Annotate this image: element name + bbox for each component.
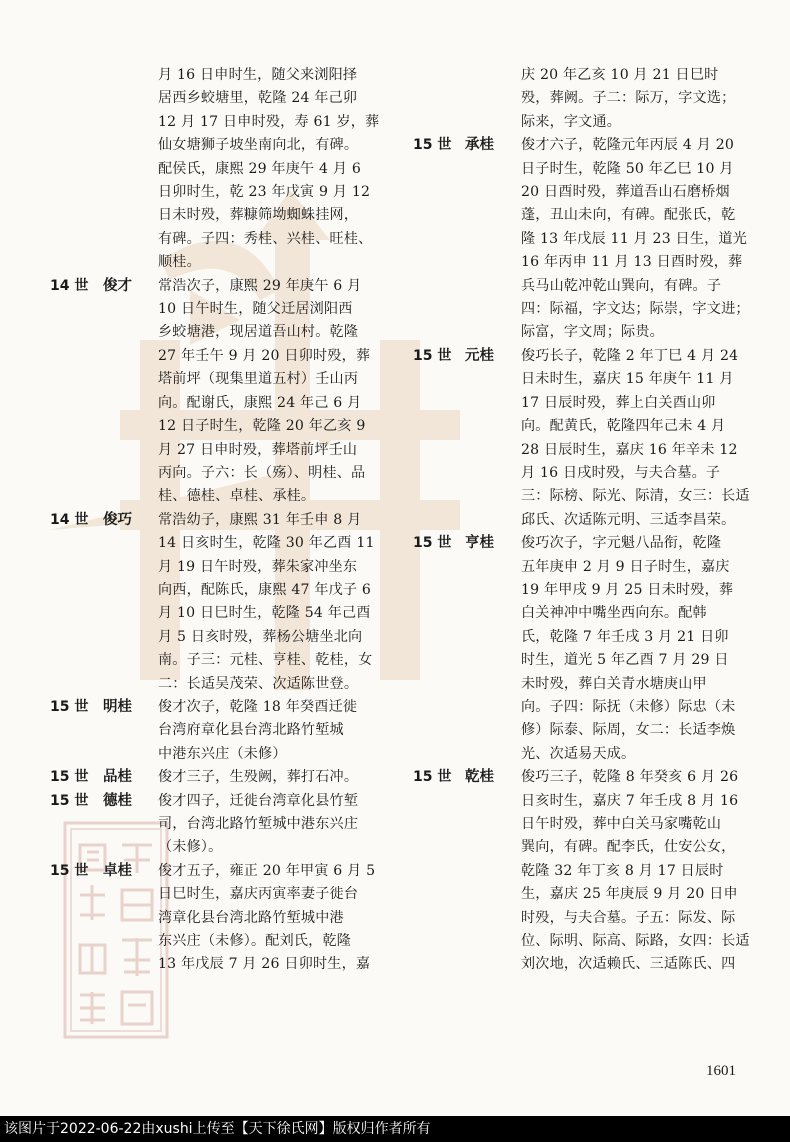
generation-label: 14 世	[50, 511, 89, 528]
text-line: 修）际泰、际周，女二：长适李焕	[521, 722, 736, 739]
text-line: （未修）。	[158, 839, 223, 856]
genealogy-entry	[50, 766, 390, 789]
text-line: 桂、德桂、卓桂、承桂。	[158, 488, 316, 505]
person-name: 乾桂	[465, 769, 494, 786]
text-line: 蓬，丑山未向，有碑。配张氏，乾	[521, 207, 736, 224]
text-line: 邱氏、次适陈元明、三适李昌荣。	[521, 511, 736, 528]
entry-text	[158, 64, 390, 275]
text-line: 乡蛟塘港，现居道吾山村。乾隆	[158, 324, 359, 341]
entry-text	[158, 766, 390, 789]
person-name: 俊才	[103, 277, 132, 294]
person-name: 明桂	[103, 698, 132, 715]
entry-text	[158, 860, 390, 977]
text-line: 月 16 日戌时殁，与夫合墓。子	[521, 464, 721, 481]
text-line: 际富，字文周；际贵。	[521, 324, 664, 341]
generation-label: 15 世	[50, 792, 89, 809]
text-line: 20 日酉时殁，葬道吾山石磨桥烟	[521, 184, 730, 201]
genealogy-entry	[50, 790, 390, 860]
generation-label: 15 世	[413, 535, 452, 552]
text-line: 俊才三子，生殁阙，葬打石冲。	[158, 769, 359, 786]
text-line: 月 27 日申时殁，葬塔前坪壬山	[158, 441, 358, 458]
person-name: 德桂	[103, 792, 132, 809]
text-line: 顺桂。	[158, 254, 201, 271]
page-number: 1601	[706, 1063, 736, 1079]
text-line: 向西，配陈氏，康熙 47 年戊子 6	[158, 581, 372, 598]
generation-label: 14 世	[50, 277, 89, 294]
text-line: 丙向。子六：长（殇）、明桂、品	[158, 464, 366, 481]
person-name: 卓桂	[103, 862, 132, 879]
entry-text	[521, 766, 763, 977]
text-line: 日亥时生，嘉庆 7 年壬戌 8 月 16	[521, 792, 739, 809]
genealogy-entry	[413, 766, 763, 977]
text-line: 隆 13 年戊辰 11 月 23 日生，道光	[521, 230, 748, 247]
person-name: 元桂	[465, 347, 494, 364]
text-line: 向。配黄氏，乾隆四年己未 4 月	[521, 418, 726, 435]
text-line: 氏，乾隆 7 年壬戌 3 月 21 日卯	[521, 628, 729, 645]
entry-text	[521, 345, 763, 532]
entry-text	[158, 509, 390, 696]
text-line: 常浩幼子，康熙 31 年壬申 8 月	[158, 511, 362, 528]
text-line: 时殁，与夫合墓。子五：际发、际	[521, 909, 736, 926]
text-line: 际来，字文通。	[521, 113, 622, 130]
right-column	[413, 64, 763, 977]
text-line: 14 日亥时生，乾隆 30 年乙酉 11	[158, 535, 375, 552]
text-line: 二：长适吴茂荣、次适陈世登。	[158, 675, 359, 692]
generation-label: 15 世	[50, 862, 89, 879]
text-line: 俊才次子，乾隆 18 年癸酉迁徙	[158, 698, 358, 715]
generation-label: 15 世	[413, 137, 452, 154]
generation-label: 15 世	[413, 769, 452, 786]
genealogy-entry	[413, 134, 763, 345]
text-line: 庆 20 年乙亥 10 月 21 日巳时	[521, 67, 719, 83]
text-line: 兵马山乾冲乾山巽向，有碑。子	[521, 277, 722, 294]
text-line: 月 10 日巳时生，乾隆 54 年己酉	[158, 605, 371, 622]
genealogy-entry	[413, 345, 763, 532]
text-line: 俊巧次子，字元魁八品衔，乾隆	[521, 535, 722, 552]
text-line: 南。子三：元桂、亨桂、乾桂，女	[158, 652, 373, 669]
genealogy-entry	[413, 532, 763, 766]
entry-text	[521, 64, 763, 134]
text-line: 日未时生，嘉庆 15 年庚午 11 月	[521, 371, 734, 388]
genealogy-entry	[50, 275, 390, 509]
text-line: 俊才六子，乾隆元年丙辰 4 月 20	[521, 137, 735, 154]
generation-label: 15 世	[413, 347, 452, 364]
text-line: 时生，道光 5 年乙酉 7 月 29 日	[521, 652, 729, 669]
text-line: 日午时殁，葬中白关马家嘴乾山	[521, 816, 722, 832]
text-line: 向。子四：际抚（未修）际忠（未	[521, 698, 736, 715]
person-name: 俊巧	[103, 511, 132, 528]
text-line: 位、际明、际高、际路，女四：长适	[521, 933, 750, 950]
text-line: 月 19 日午时殁，葬朱家冲坐东	[158, 558, 358, 575]
text-line: 居西乡蛟塘里，乾隆 24 年己卯	[158, 90, 358, 107]
entry-text	[158, 790, 390, 860]
text-line: 常浩次子，康熙 29 年庚午 6 月	[158, 277, 362, 294]
text-line: 有碑。子四：秀桂、兴桂、旺桂、	[158, 230, 373, 247]
text-line: 日子时生，乾隆 50 年乙巳 10 月	[521, 160, 734, 177]
text-line: 配侯氏，康熙 29 年庚午 4 月 6	[158, 160, 362, 177]
text-line: 向。配谢氏，康熙 24 年己 6 月	[158, 394, 362, 411]
entry-text	[158, 275, 390, 509]
text-line: 生，嘉庆 25 年庚辰 9 月 20 日申	[521, 886, 738, 903]
text-line: 月 16 日申时生，随父来浏阳择	[158, 67, 358, 83]
text-line: 湾章化县台湾北路竹堑城中港	[158, 909, 344, 926]
genealogy-entry	[50, 860, 390, 977]
person-name: 亨桂	[465, 535, 494, 552]
text-line: 日未时殁，葬糠筛坳蜘蛛挂网，	[158, 207, 359, 224]
text-line: 五年庚申 2 月 9 日子时生，嘉庆	[521, 558, 730, 575]
text-line: 三：际榜、际光、际清，女三：长适	[521, 488, 750, 505]
text-line: 19 年甲戌 9 月 25 日未时殁，葬	[521, 581, 734, 598]
text-line: 仙女塘狮子坡坐南向北，有碑。	[158, 137, 359, 154]
text-line: 台湾府章化县台湾北路竹堑城	[158, 722, 344, 739]
text-line: 12 月 17 日申时殁，寿 61 岁，葬	[158, 113, 380, 130]
text-line: 13 年戊辰 7 月 26 日卯时生，嘉	[158, 956, 371, 973]
text-line: 俊巧三子，乾隆 8 年癸亥 6 月 26	[521, 769, 739, 786]
text-line: 白关神冲中嘴坐西向东。配韩	[521, 605, 707, 622]
text-line: 乾隆 32 年丁亥 8 月 17 日辰时	[521, 862, 724, 879]
genealogy-entry	[50, 509, 390, 696]
person-name: 承桂	[465, 137, 494, 154]
entry-text	[521, 134, 763, 345]
text-line: 四：际福，字文达；际崇，字文进；	[521, 301, 750, 318]
text-line: 月 5 日亥时殁，葬杨公塘坐北向	[158, 628, 363, 645]
genealogy-entry	[413, 64, 763, 134]
generation-label: 15 世	[50, 698, 89, 715]
text-line: 俊才五子，雍正 20 年甲寅 6 月 5	[158, 862, 376, 879]
text-line: 未时殁，葬白关青水塘庚山甲	[521, 675, 707, 692]
text-line: 俊巧长子，乾隆 2 年丁巳 4 月 24	[521, 347, 739, 364]
genealogy-entry	[50, 696, 390, 766]
text-line: 中港东兴庄（未修）	[158, 745, 287, 762]
text-line: 12 日子时生，乾隆 20 年乙亥 9	[158, 418, 366, 435]
generation-label: 15 世	[50, 769, 89, 786]
text-line: 塔前坪（现集里道五村）壬山丙	[158, 371, 359, 388]
text-line: 俊才四子，迁徙台湾章化县竹堑	[158, 792, 359, 809]
text-line: 刘次地，次适赖氏、三适陈氏、四	[521, 956, 736, 973]
genealogy-entry	[50, 64, 390, 275]
text-line: 28 日辰时生，嘉庆 16 年辛未 12	[521, 441, 738, 458]
text-line: 16 年丙申 11 月 13 日酉时殁，葬	[521, 254, 743, 271]
text-line: 27 年壬午 9 月 20 日卯时殁，葬	[158, 347, 371, 364]
entry-text	[521, 532, 763, 766]
upload-credit-footer: 该图片于2022-06-22由xushi上传至【天下徐氏网】版权归作者所有	[0, 1116, 790, 1142]
text-line: 光、次适易天成。	[521, 745, 636, 762]
text-line: 17 日辰时殁，葬上白关酉山卯	[521, 394, 716, 411]
text-line: 司，台湾北路竹堑城中港东兴庄	[158, 816, 359, 832]
left-column	[50, 64, 390, 977]
entry-text	[158, 696, 390, 766]
text-line: 巽向，有碑。配李氏，仕安公女，	[521, 839, 736, 856]
text-line: 日卯时生，乾 23 年戊寅 9 月 12	[158, 184, 371, 201]
person-name: 品桂	[103, 769, 132, 786]
text-line: 东兴庄（未修）。配刘氏，乾隆	[158, 933, 352, 950]
text-line: 日巳时生，嘉庆丙寅率妻子徙台	[158, 886, 359, 903]
text-line: 殁，葬阙。子二：际万，字文选；	[521, 90, 736, 107]
text-line: 10 日午时生，随父迁居浏阳西	[158, 301, 353, 318]
